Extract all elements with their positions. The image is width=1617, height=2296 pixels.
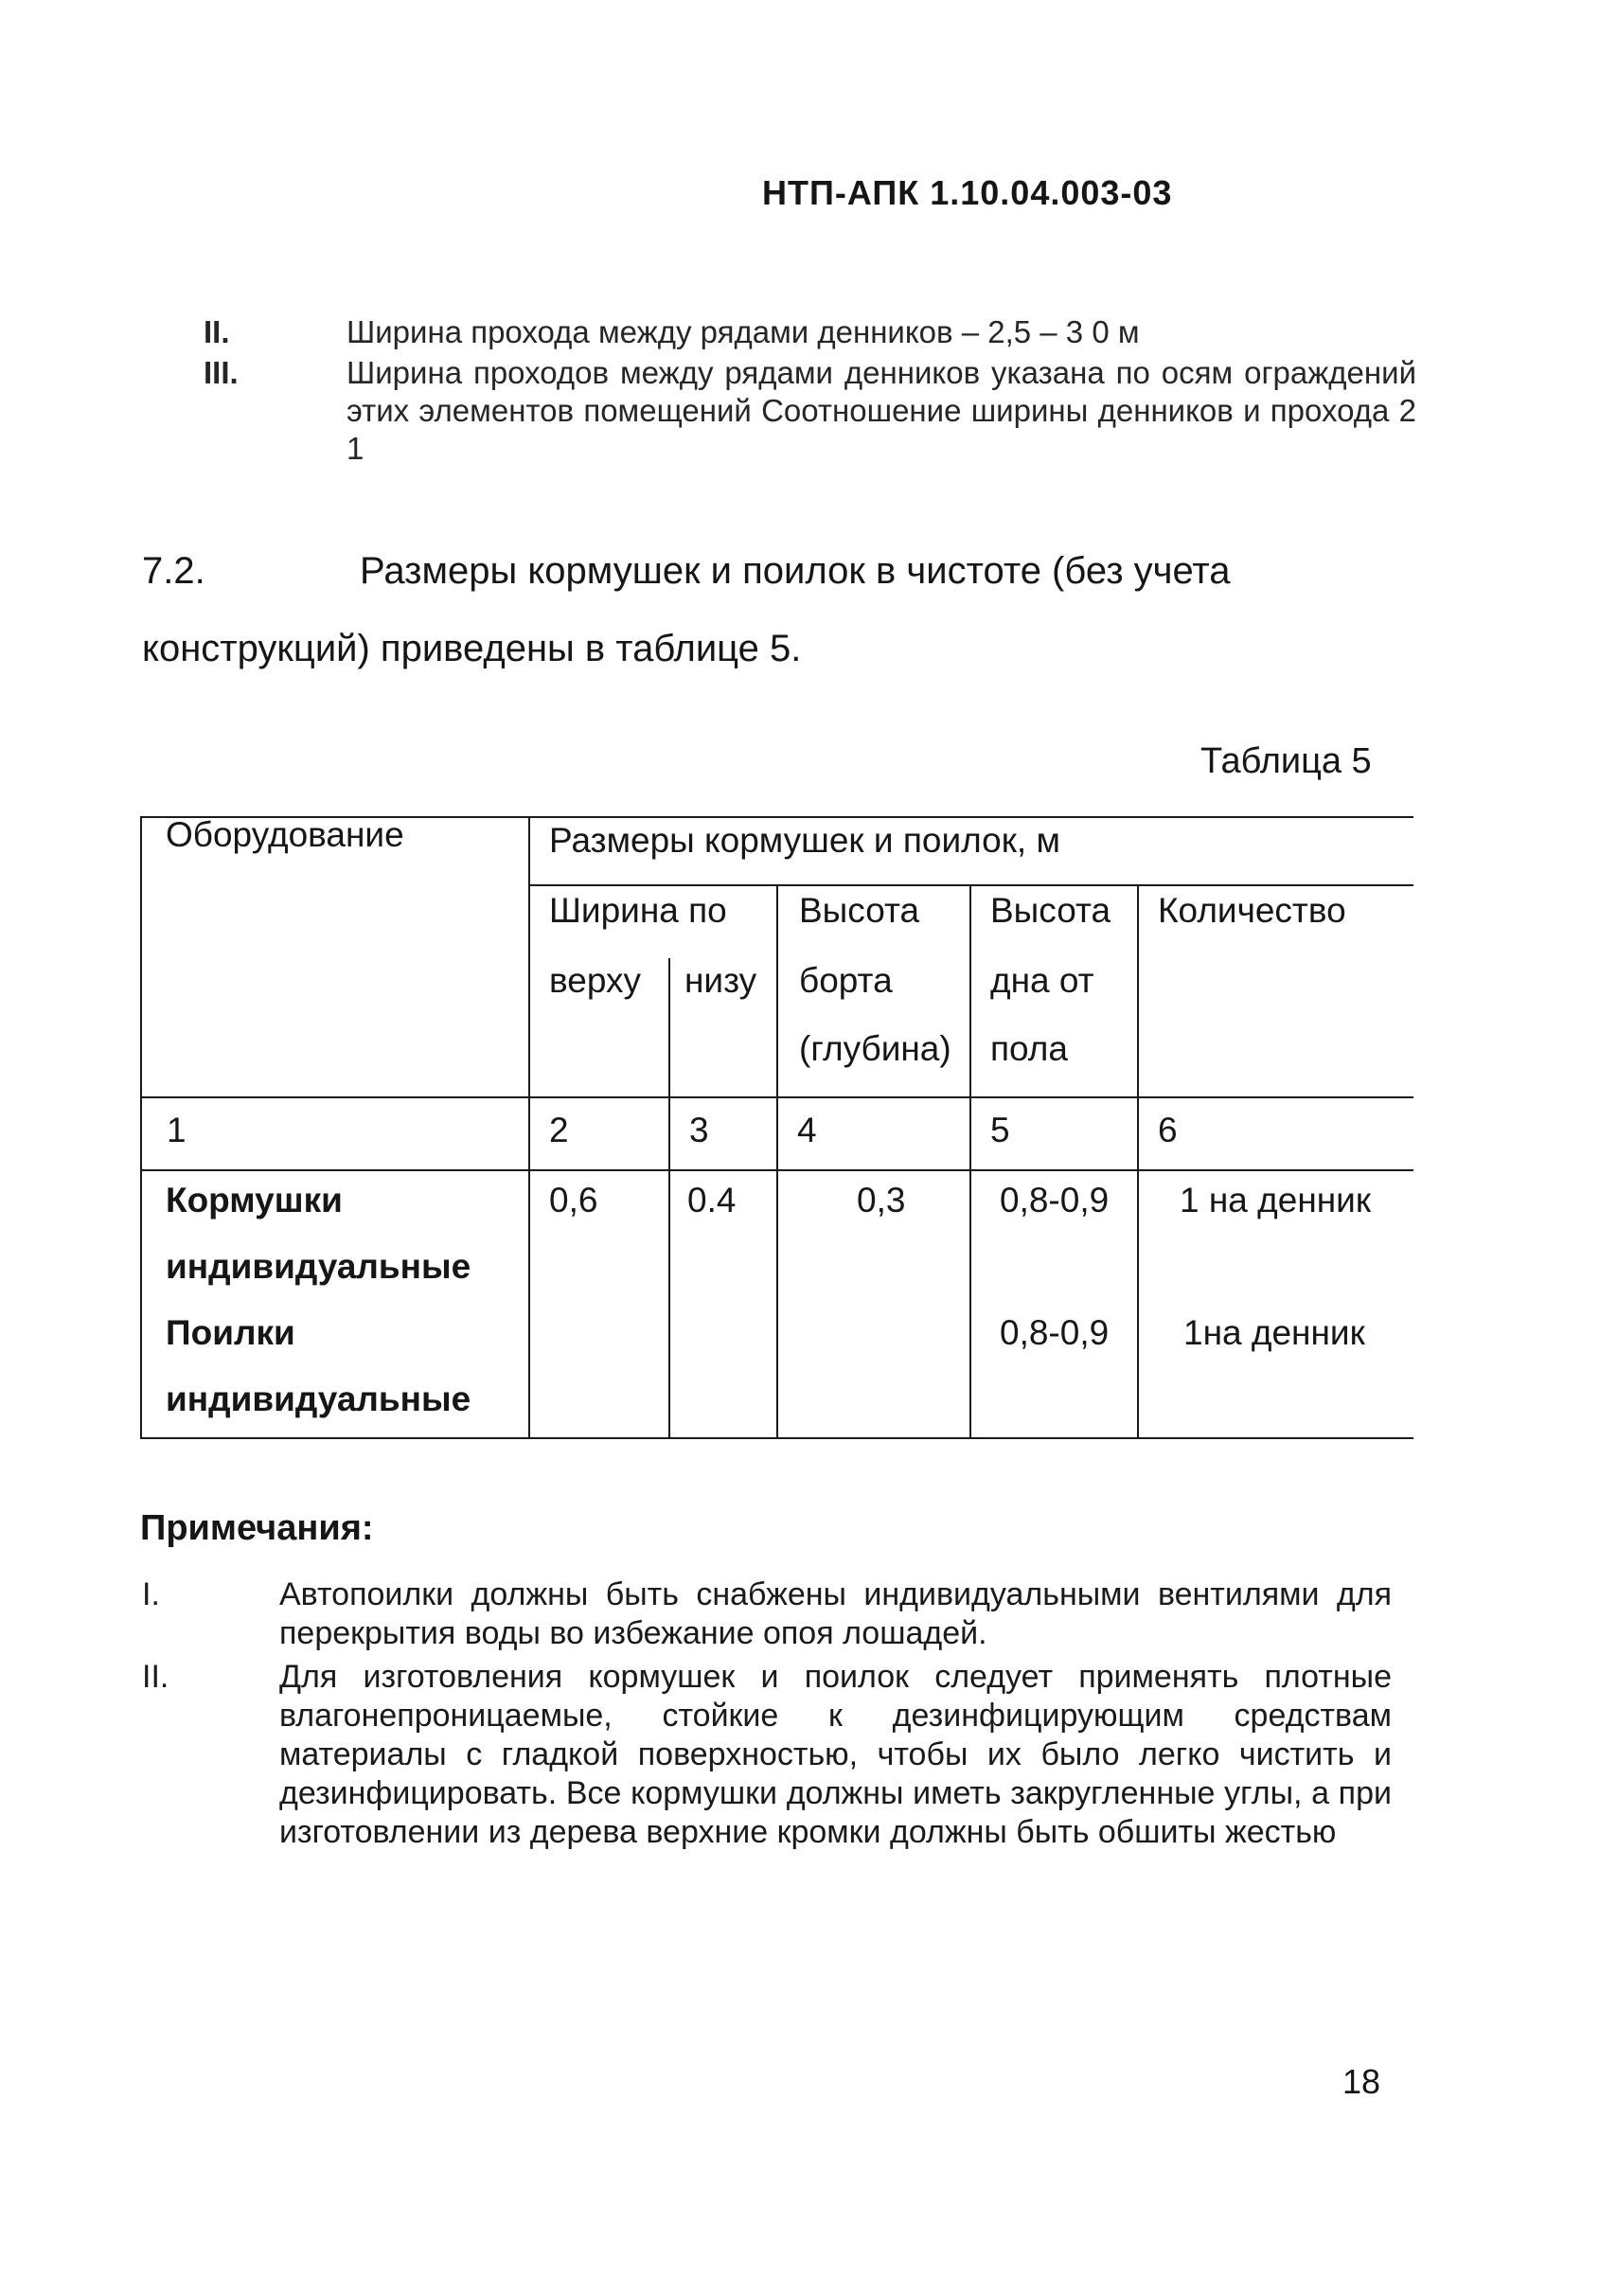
header-side-height: Высота <box>799 891 920 930</box>
top-note-text: Ширина прохода между рядами денников – 2,5 – 3 0 м <box>346 314 1140 349</box>
paragraph-text: Размеры кормушек и поилок в чистоте (без учета конструкций) приведены в таблице 5. <box>142 550 1231 669</box>
cell-side-height: 0,3 <box>857 1181 906 1219</box>
top-note-number: III. <box>204 355 239 390</box>
column-number: 1 <box>167 1111 187 1149</box>
header-top: верху <box>549 961 641 1000</box>
note-number: I. <box>142 1576 160 1612</box>
note-number: II. <box>142 1659 169 1695</box>
header-group: Размеры кормушек и поилок, м <box>549 821 1060 860</box>
document-code: НТП-АПК 1.10.04.003-03 <box>762 173 1173 212</box>
row-name: Поилки <box>166 1313 295 1352</box>
top-note-ii <box>204 313 1425 351</box>
cell-quantity: 1на денник <box>1183 1313 1365 1352</box>
paragraph-7-2 <box>142 532 1401 687</box>
header-side-height: борта <box>799 961 893 1000</box>
column-number: 5 <box>990 1111 1010 1149</box>
table-rule <box>969 884 971 1439</box>
row-name: индивидуальные <box>166 1379 471 1418</box>
row-name: Кормушки <box>166 1181 343 1219</box>
cell-top-width: 0,6 <box>549 1181 598 1219</box>
column-number: 4 <box>797 1111 817 1149</box>
row-name: индивидуальные <box>166 1247 471 1286</box>
header-floor-height: Высота <box>990 891 1111 930</box>
note-ii <box>142 1658 1392 1904</box>
top-note-text: Ширина проходов между рядами денников указана по осям ограждений этих элементов помещений Соотношение ширины денников и прохода 2 1 <box>346 355 1416 466</box>
table-border-left <box>140 816 142 1439</box>
header-floor-height: пола <box>990 1029 1068 1068</box>
page-number: 18 <box>1342 2062 1381 2101</box>
table-5 <box>140 816 1413 1439</box>
header-equipment: Оборудование <box>166 815 404 854</box>
top-note-number: II. <box>204 314 230 349</box>
paragraph-number: 7.2. <box>142 550 205 592</box>
column-number: 2 <box>549 1111 569 1149</box>
header-bottom: низу <box>684 961 757 1000</box>
notes-title: Примечания: <box>140 1508 374 1548</box>
table-caption: Таблица 5 <box>1200 741 1372 781</box>
note-i <box>142 1575 1392 1655</box>
header-floor-height: дна от <box>990 961 1094 1000</box>
table-rule <box>668 958 670 1439</box>
note-text: Автопоилки должны быть снабжены индивидуальными вентилями для перекрытия воды во избежание опоя лошадей. <box>279 1576 1392 1651</box>
cell-floor-height: 0,8-0,9 <box>1000 1313 1110 1352</box>
column-number: 6 <box>1158 1111 1178 1149</box>
note-text: Для изготовления кормушек и поилок следует применять плотные влагонепроницаемые, стойкие к дезинфицирующим средствам материалы с гладкой поверхностью, чтобы их было легко чистить и дезинфицировать. Все кормушки должны иметь закругленные углы, а при изготовлении из дерева верхние кромки должны быть обшиты жестью <box>279 1659 1392 1850</box>
table-rule <box>1137 884 1139 1439</box>
cell-floor-height: 0,8-0,9 <box>1000 1181 1110 1219</box>
header-side-height: (глубина) <box>799 1029 951 1068</box>
table-rule <box>528 816 530 1439</box>
cell-quantity: 1 на денник <box>1180 1181 1372 1219</box>
top-note-iii <box>204 354 1425 477</box>
table-rule <box>776 884 778 1439</box>
column-number: 3 <box>689 1111 709 1149</box>
cell-bottom-width: 0.4 <box>687 1181 737 1219</box>
header-quantity: Количество <box>1158 891 1346 930</box>
header-width: Ширина по <box>549 891 727 930</box>
